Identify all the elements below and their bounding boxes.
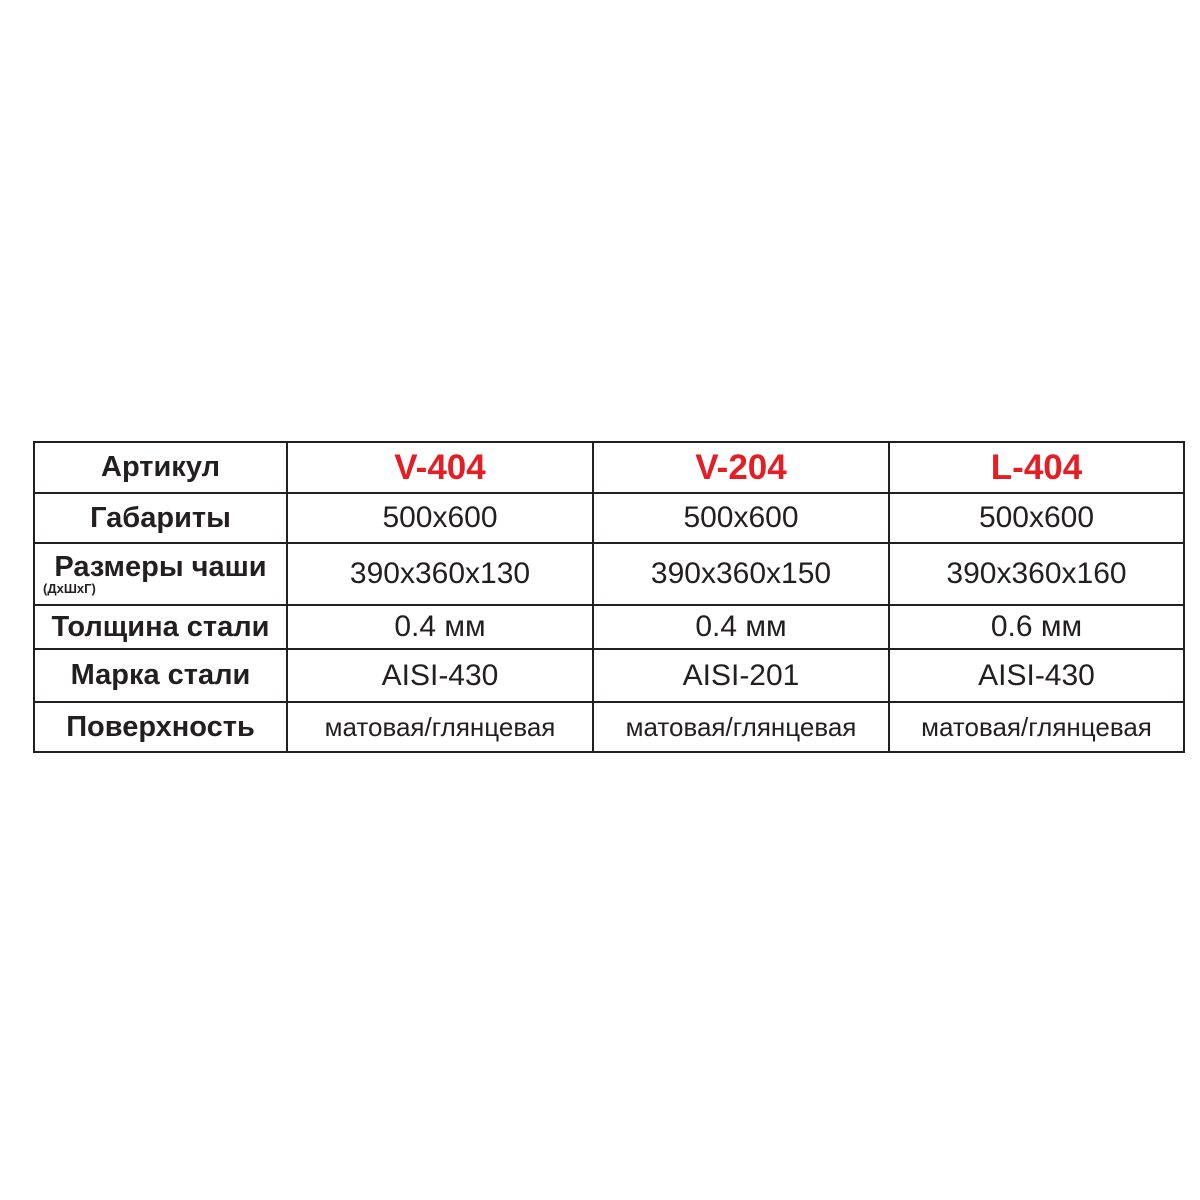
row-label-surface: Поверхность — [34, 702, 287, 752]
table-row-steel-grade — [34, 649, 1184, 702]
table-cell: 390x360x130 — [287, 543, 593, 605]
table-row-surface — [34, 702, 1184, 752]
table-cell: AISI-430 — [287, 649, 593, 702]
bowl-size-label: Размеры чаши — [54, 550, 267, 583]
model-name-3: L-404 — [889, 442, 1184, 493]
bowl-size-sublabel: (ДхШхГ) — [43, 581, 96, 597]
table-cell: матовая/глянцевая — [889, 702, 1184, 752]
table-row-dimensions — [34, 493, 1184, 543]
table-cell: 500x600 — [889, 493, 1184, 543]
table-cell: матовая/глянцевая — [593, 702, 889, 752]
table-cell: 0.4 мм — [593, 605, 889, 649]
table-cell: матовая/глянцевая — [287, 702, 593, 752]
model-name-1: V-404 — [287, 442, 593, 493]
row-label-steel-thickness: Толщина стали — [34, 605, 287, 649]
spec-table — [33, 441, 1185, 753]
table-cell: AISI-430 — [889, 649, 1184, 702]
table-cell: 390x360x160 — [889, 543, 1184, 605]
table-cell: 390x360x150 — [593, 543, 889, 605]
row-label-article: Артикул — [34, 442, 287, 493]
row-label-steel-grade: Марка стали — [34, 649, 287, 702]
table-row-article — [34, 442, 1184, 493]
table-row-steel-thickness — [34, 605, 1184, 649]
table-row-bowl-size — [34, 543, 1184, 605]
row-label-bowl-size — [34, 543, 287, 605]
table-cell: AISI-201 — [593, 649, 889, 702]
row-label-dimensions: Габариты — [34, 493, 287, 543]
table-cell: 0.6 мм — [889, 605, 1184, 649]
model-name-2: V-204 — [593, 442, 889, 493]
table-cell: 500x600 — [287, 493, 593, 543]
table-cell: 500x600 — [593, 493, 889, 543]
table-cell: 0.4 мм — [287, 605, 593, 649]
